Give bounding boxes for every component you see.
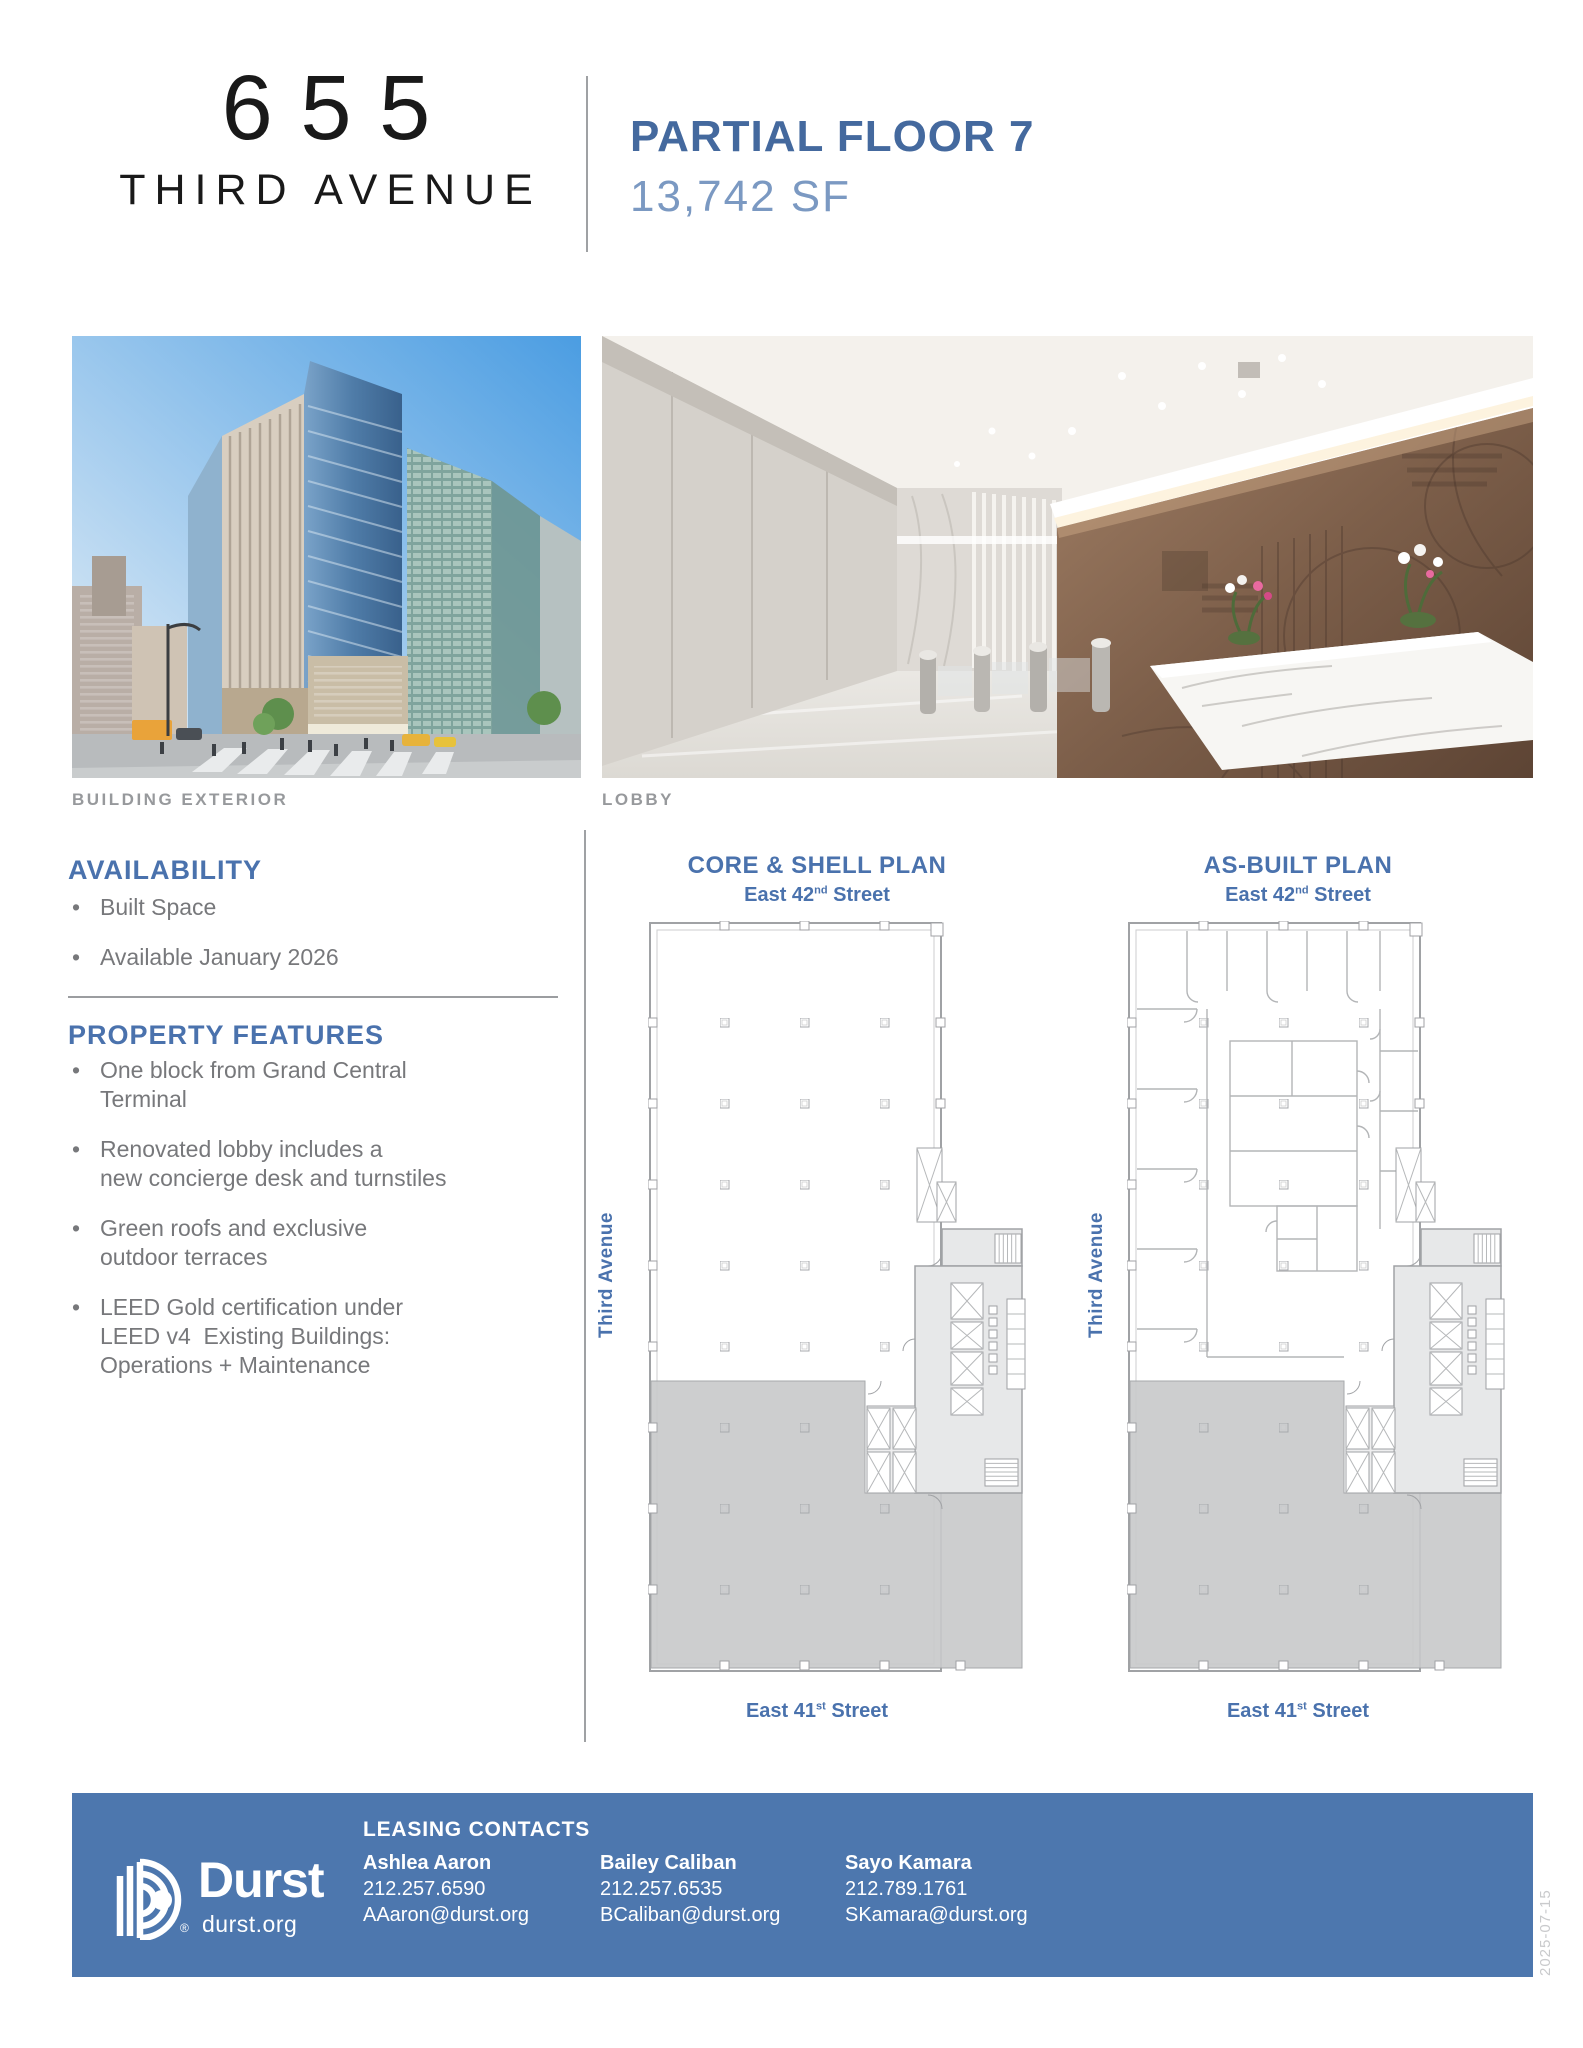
leasing-contact [363,1850,529,1928]
page-title: PARTIAL FLOOR 7 [630,112,1035,161]
core-shell-street-bottom: East 41st Street [745,1700,889,1722]
building-exterior-caption: BUILDING EXTERIOR [72,790,289,809]
feature-item: • One block from Grand Central Terminal [68,1056,488,1114]
lobby-photo [602,336,1533,778]
contact-name: Bailey Caliban [600,1852,737,1874]
as-built-street-bottom: East 41st Street [1226,1700,1370,1722]
features-heading: PROPERTY FEATURES [68,1020,385,1050]
contact-email: SKamara@durst.org [845,1904,1028,1926]
durst-wordmark: Durst [198,1852,324,1908]
date-stamp: 2025-07-15 [1537,1889,1554,1976]
as-built-floorplan [1127,921,1517,1673]
contact-email: BCaliban@durst.org [600,1904,781,1926]
floor-size: 13,742 SF [630,172,852,221]
section-divider [68,996,558,998]
leasing-contact [600,1850,780,1928]
features-list [68,1056,488,1401]
core-shell-floorplan [648,921,1038,1673]
contact-name: Ashlea Aaron [363,1852,492,1874]
header-divider [586,76,588,252]
building-exterior-art [72,336,581,778]
title-block [630,112,1035,222]
building-logo [72,57,580,215]
contact-phone: 212.789.1761 [845,1878,968,1900]
availability-item: • Built Space [68,893,488,922]
contact-phone: 212.257.6590 [363,1878,486,1900]
lobby-caption: LOBBY [602,790,674,809]
availability-list [68,893,488,993]
registered-mark: ® [180,1921,189,1935]
leasing-contacts-heading: LEASING CONTACTS [363,1818,591,1841]
contact-email: AAaron@durst.org [363,1904,529,1926]
as-built-plan-title: AS-BUILT PLAN [1203,852,1393,879]
lobby-art [602,336,1533,778]
as-built-street-top: East 42nd Street [1225,884,1371,906]
content-divider [584,830,586,1742]
availability-heading: AVAILABILITY [68,855,262,885]
core-shell-plan-title: CORE & SHELL PLAN [687,852,947,879]
footer-band [72,1793,1533,1977]
building-number: 655 [221,57,458,159]
third-avenue-label: Third Avenue [596,1212,617,1338]
building-exterior-photo [72,336,581,778]
feature-item: • Green roofs and exclusive outdoor terraces [68,1214,488,1272]
contact-phone: 212.257.6535 [600,1878,723,1900]
contact-name: Sayo Kamara [845,1852,972,1874]
durst-website: durst.org [202,1911,298,1937]
building-street: THIRD AVENUE [119,166,542,214]
leasing-contact [845,1850,1028,1928]
availability-item: • Available January 2026 [68,943,488,972]
feature-item: • LEED Gold certification under LEED v4 Existing Buildings: Operations + Maintenance [68,1293,488,1380]
feature-item: • Renovated lobby includes a new concierge desk and turnstiles [68,1135,488,1193]
third-avenue-label: Third Avenue [1086,1212,1107,1338]
core-shell-street-top: East 42nd Street [744,884,890,906]
